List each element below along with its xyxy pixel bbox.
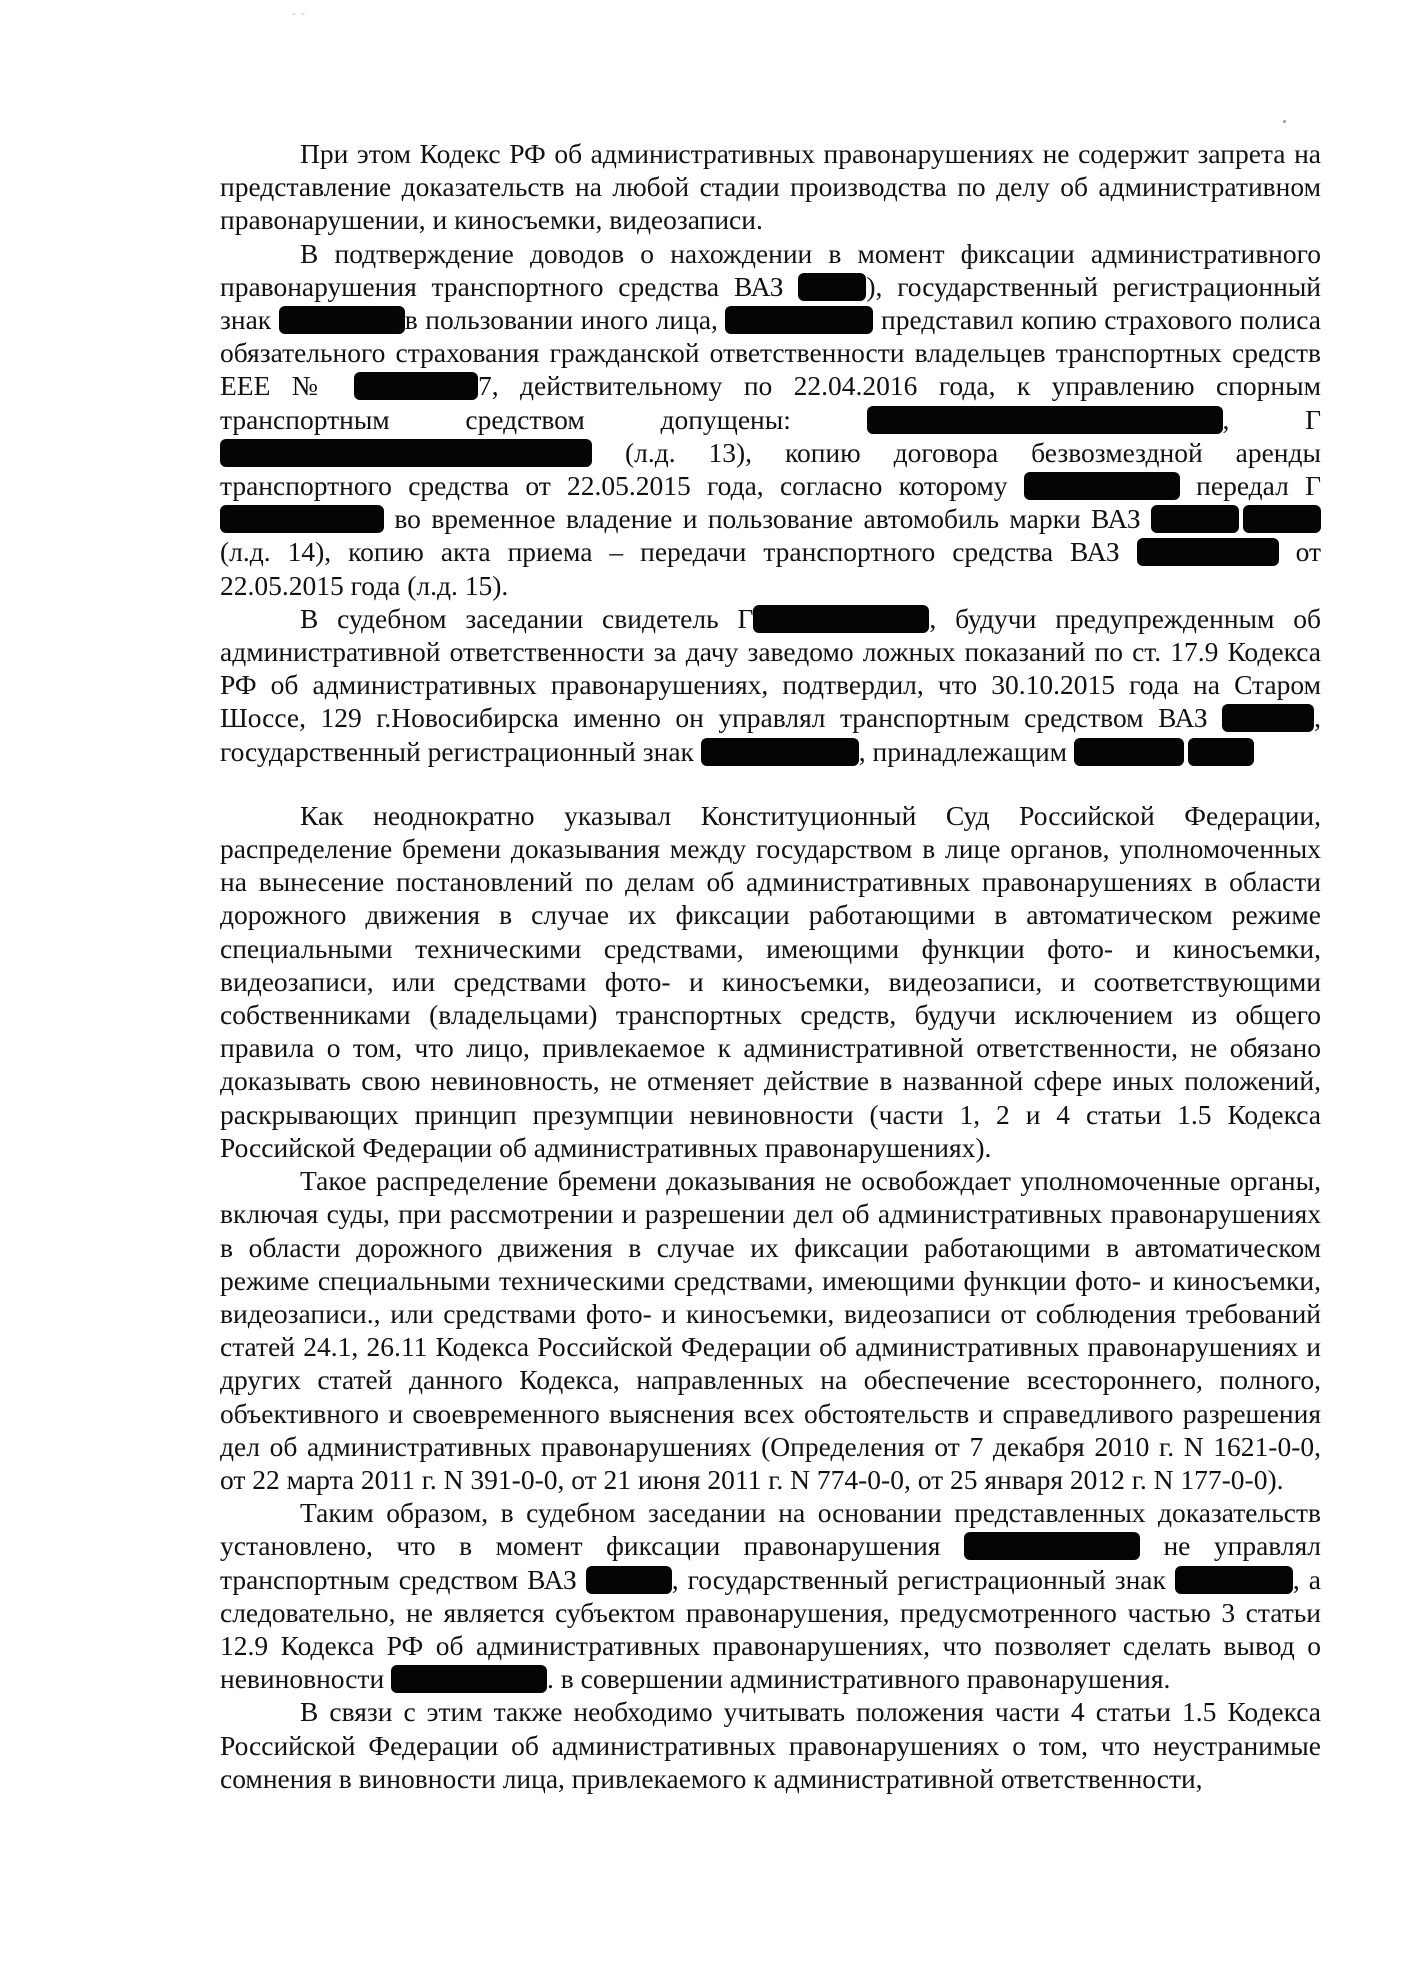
redaction-block bbox=[1074, 738, 1184, 766]
redaction-block bbox=[220, 439, 592, 467]
p2-text-10: (л.д. 14), копию акта приема – передачи транспортного средства ВАЗ bbox=[220, 536, 1137, 568]
paragraph-1: При этом Кодекс РФ об административных правонарушениях не содержит запрета на представление доказательств на любой стадии производства по делу об административном правонарушении, и киносъемки, видеозаписи. bbox=[220, 138, 1321, 236]
p3-text-2: , будучи предупрежденным об административной ответственности за дачу заведомо ложных показаний по ст. 17.9 Кодекса РФ об административных правонарушениях, подтвердил, что 30.10.2015 года на Старом Шоссе, 129 г.Новосибирска именно он управлял транспортным средством ВАЗ bbox=[220, 602, 1322, 734]
paragraph-7: В связи с этим также необходимо учитывать положения части 4 статьи 1.5 Кодекса Российской Федерации об административных правонарушениях о том, что неустранимые сомнения в виновности лица, привлекаемого к административной ответственности, bbox=[220, 1696, 1321, 1794]
redaction-block bbox=[725, 306, 873, 334]
redaction-block bbox=[964, 1532, 1140, 1560]
p2-text-9: во временное владение и пользование автомобиль марки ВАЗ bbox=[384, 503, 1151, 535]
paragraph-6 bbox=[220, 1496, 1321, 1695]
redaction-block bbox=[1188, 738, 1254, 766]
p6-text-5: . в совершении административного правонарушения. bbox=[547, 1663, 1171, 1695]
p2-text-3: в пользовании иного лица, bbox=[404, 304, 726, 336]
redaction-block bbox=[220, 505, 384, 533]
p2-text-6: , Г bbox=[1222, 403, 1321, 435]
redaction-block bbox=[586, 1566, 672, 1594]
p6-text-1: Таким образом, в судебном заседании на основании представленных доказательств установлено, что в момент фиксации правонарушения bbox=[220, 1497, 1321, 1562]
scan-header-mark: - - bbox=[292, 6, 306, 20]
redaction-block bbox=[1137, 538, 1279, 566]
redaction-block bbox=[1024, 472, 1180, 500]
p2-text-8: передал Г bbox=[1179, 470, 1322, 502]
p3-text-4: , принадлежащим bbox=[858, 735, 1074, 767]
p2-text-1: В подтверждение доводов о нахождении в момент фиксации административного правонарушения транспортного средства ВАЗ bbox=[220, 237, 1321, 302]
p2-text-11: от 22.05.2015 года (л.д. 15). bbox=[220, 536, 1321, 601]
redaction-block bbox=[354, 372, 478, 400]
paragraph-5: Такое распределение бремени доказывания не освобождает уполномоченные органы, включая суды, при рассмотрении и разрешении дел об административных правонарушениях в области дорожного движения в случае их фиксации работающими в автоматическом режиме специальными техническими средствами, имеющими функции фото- и киносъемки, видеозаписи., или средствами фото- и киносъемки, видеозаписи от соблюдения требований статей 24.1, 26.11 Кодекса Российской Федерации об административных правонарушениях и других статей данного Кодекса, направленных на обеспечение всестороннего, полного, объективного и своевременного выяснения всех обстоятельств и справедливого разрешения дел об административных правонарушениях (Определения от 7 декабря 2010 г. N 1621-0-0, от 22 марта 2011 г. N 391-0-0, от 21 июня 2011 г. N 774-0-0, от 25 января 2012 г. N 177-0-0). bbox=[220, 1165, 1321, 1495]
paragraph-4: Как неоднократно указывал Конституционный Суд Российской Федерации, распределение бремени доказывания между государством в лице органов, уполномоченных на вынесение постановлений по делам об административных правонарушениях в области дорожного движения в случае их фиксации работающими в автоматическом режиме специальными техническими средствами, имеющими функции фото- и киносъемки, видеозаписи, или средствами фото- и киносъемки, видеозаписи, и соответствующими собственниками (владельцами) транспортных средств, будучи исключением из общего правила о том, что лицо, привлекаемое к административной ответственности, не обязано доказывать свою невиновность, не отменяет действие в названной сфере иных положений, раскрывающих принцип презумпции невиновности (части 1, 2 и 4 статьи 1.5 Кодекса Российской Федерации об административных правонарушениях). bbox=[220, 799, 1321, 1163]
paragraph-3 bbox=[220, 602, 1321, 768]
p6-text-2: не управлял транспортным средством ВАЗ bbox=[220, 1530, 1322, 1595]
paragraph-2 bbox=[220, 237, 1321, 602]
redaction-block bbox=[1222, 704, 1314, 732]
redaction-block bbox=[867, 406, 1223, 434]
p6-text-3: , государственный регистрационный знак bbox=[671, 1563, 1175, 1595]
p2-text-2: ), государственный регистрационный знак bbox=[220, 270, 1322, 336]
p2-text-7: (л.д. 13), копию договора безвозмездной аренды транспортного средства от 22.05.2015 года, согласно которому bbox=[220, 436, 1321, 502]
p3-text-1: В судебном заседании свидетель Г bbox=[300, 602, 754, 634]
p6-text-4: , а следовательно, не является субъектом правонарушения, предусмотренного частью 3 статьи 12.9 Кодекса РФ об административных правонарушениях, что позволяет сделать вывод о невиновности bbox=[220, 1563, 1321, 1695]
redaction-block bbox=[1151, 505, 1239, 533]
redaction-block bbox=[391, 1665, 547, 1693]
paragraph-gap bbox=[220, 768, 1321, 799]
redaction-block bbox=[1175, 1566, 1293, 1594]
redaction-block bbox=[701, 738, 859, 766]
redaction-block bbox=[753, 605, 929, 633]
p3-text-3: , государственный регистрационный знак bbox=[220, 702, 1321, 767]
p2-text-5: 7, действительному по 22.04.2016 года, к управлению спорным транспортным средством допущены: bbox=[220, 370, 1321, 435]
redaction-block bbox=[279, 306, 405, 334]
redaction-block bbox=[798, 273, 866, 301]
p2-text-4: представил копию страхового полиса обязательного страхования гражданской ответственности владельцев транспортных средств ЕЕЕ № bbox=[220, 304, 1321, 402]
redaction-block bbox=[1243, 505, 1321, 533]
scan-speck bbox=[1283, 120, 1286, 123]
